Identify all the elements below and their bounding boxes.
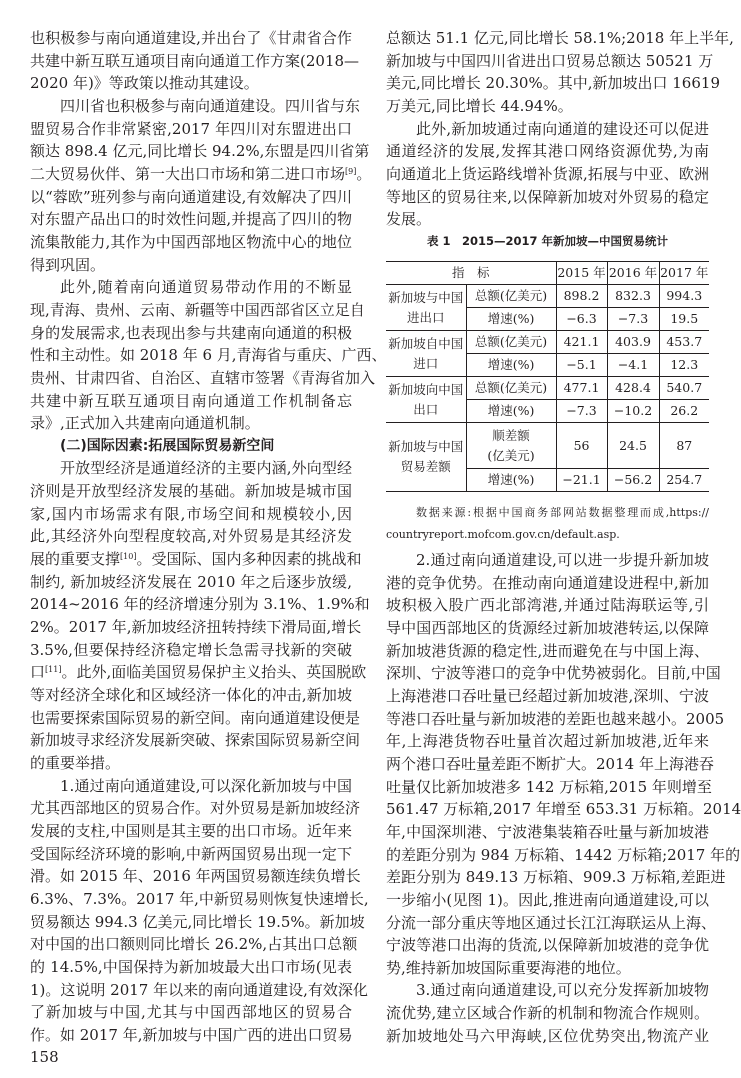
- text-line: 3.通过南向通道建设,可以充分发挥新加坡物: [416, 981, 709, 1000]
- table-source-note: [386, 502, 709, 546]
- header-year: 2017 年: [659, 262, 709, 285]
- text-line: [30, 548, 362, 571]
- row-label: 顺差额(亿美元): [466, 423, 556, 469]
- text-line: 两个港口吞吐量差距不断扩大。2014 年上海港吞: [386, 754, 714, 773]
- section-heading: (二)国际因素:拓展国际贸易新空间: [60, 437, 275, 454]
- text-line: 录》,正式加入共建南向通道机制。: [30, 414, 260, 433]
- text-line: 作。如 2017 年,新加坡与中国广西的进出口贸易: [30, 1025, 353, 1044]
- text-line: 2.通过南向通道建设,可以进一步提升新加坡: [416, 551, 709, 569]
- value-cell: 19.5: [659, 308, 709, 331]
- text-line: 通道经济的发展,发挥其港口网络资源优势,为南: [386, 142, 709, 161]
- table-header-row: [386, 262, 709, 285]
- text-line: 宁波等港口出海的货流,以保障新加坡港的竞争优: [386, 936, 709, 955]
- text-line: 2020 年)》等政策以推动其建设。: [30, 74, 259, 93]
- text-line: 万美元,同比增长 44.94%。: [386, 96, 573, 115]
- text-line: 也积极参与南向通道建设,并出台了《甘肃省合作: [30, 29, 352, 47]
- group-label: 新加坡向中国出口: [386, 377, 466, 423]
- text-line: 对中国的出口额则同比增长 26.2%,占其出口总额: [30, 935, 358, 954]
- text-line: 势,维持新加坡国际重要海港的地位。: [386, 958, 631, 977]
- text-line: 3.5%,但要保持经济稳定增长急需寻找新的突破: [30, 640, 352, 659]
- text-line: 年,中国深圳港、宁波港集装箱吞吐量与新加坡港: [386, 822, 709, 841]
- table-row: [386, 331, 709, 354]
- value-cell: −7.3: [556, 400, 607, 423]
- text-line: 2014~2016 年的经济增速分别为 3.1%、1.9%和: [30, 595, 370, 614]
- value-cell: 477.1: [556, 377, 607, 400]
- page-number: 158: [30, 1048, 59, 1066]
- text-line: 向通道北上货运路线增补货源,拓展与中亚、欧洲: [386, 164, 709, 183]
- value-cell: −7.3: [607, 308, 659, 331]
- text-line: 新加坡地处马六甲海峡,区位优势突出,物流产业: [386, 1026, 709, 1045]
- text-line: 此外,随着南向通道贸易带动作用的不断显: [60, 278, 352, 297]
- citation-ref: [9]: [345, 166, 357, 176]
- text-line: 滑。如 2015 年、2016 年两国贸易额连续负增长: [30, 867, 361, 886]
- value-cell: 87: [659, 423, 709, 469]
- text-line: 新加坡港货源的稳定性,进而避免在与中国上海、: [386, 641, 709, 660]
- row-label: 增速(%): [466, 354, 556, 377]
- text-line: 额达 898.4 亿元,同比增长 94.2%,东盟是四川省第: [30, 142, 370, 161]
- text-segment: 。此外,面临美国贸易保护主义抬头、英国脱欧: [61, 663, 367, 682]
- row-label: 增速(%): [466, 400, 556, 423]
- text-line: 对东盟产品出口的时效性问题,并提高了四川的物: [30, 210, 352, 229]
- value-cell: 24.5: [607, 423, 659, 469]
- text-line: 2%。2017 年,新加坡经济扭转持续下滑局面,增长: [30, 618, 362, 637]
- text-line: 6.3%、7.3%。2017 年,中新贸易则恢复快速增长,: [30, 889, 369, 908]
- value-cell: 12.3: [659, 354, 709, 377]
- text-line: 共建中新互联互通项目南向通道工作机制备忘: [30, 391, 352, 410]
- table-row: [386, 285, 709, 308]
- value-cell: 421.1: [556, 331, 607, 354]
- text-line: 1)。这说明 2017 年以来的南向通道建设,有效深化: [30, 980, 368, 999]
- text-line: 共建中新互联互通项目南向通道工作方案(2018—: [30, 51, 360, 70]
- text-segment: 。受国际、国内多种因素的挑战和: [136, 550, 362, 569]
- text-line: 性和主动性。如 2018 年 6 月,青海省与重庆、广西、: [30, 346, 387, 365]
- left-column: [30, 27, 387, 1047]
- trade-statistics-table: [386, 261, 709, 492]
- text-line: 的 14.5%,中国保持为新加坡最大出口市场(见表: [30, 957, 352, 976]
- text-line: 等港口吞吐量与新加坡港的差距也越来越小。2005: [386, 709, 725, 728]
- text-line: [30, 163, 372, 186]
- text-line: 了新加坡与中国,尤其与中国西部地区的贸易合: [30, 1003, 352, 1022]
- row-label: 总额(亿美元): [466, 331, 556, 354]
- text-segment: 。: [356, 164, 372, 183]
- value-cell: 832.3: [607, 285, 659, 308]
- text-line: 坡积极入股广西北部湾港,并通过陆海联运等,引: [386, 596, 709, 615]
- table-caption: 表 1 2015—2017 年新加坡—中国贸易统计: [426, 234, 669, 248]
- text-line: 561.47 万标箱,2017 年增至 653.31 万标箱。2014: [386, 800, 741, 819]
- value-cell: −56.2: [607, 469, 659, 492]
- text-line: 身的发展需求,也表现出参与共建南向通道的积极: [30, 323, 352, 342]
- text-line: 发展的支柱,中国则是其主要的出口市场。近年来: [30, 821, 352, 840]
- text-line: 等对经济全球化和区域经济一体化的冲击,新加坡: [30, 686, 352, 705]
- text-line: 的差距分别为 984 万标箱、1442 万标箱;2017 年的: [386, 845, 741, 864]
- text-line: 济则是开放型经济发展的基础。新加坡是城市国: [30, 482, 352, 501]
- text-line: 受国际经济环境的影响,中新两国贸易出现一定下: [30, 844, 352, 863]
- value-cell: 428.4: [607, 377, 659, 400]
- header-indicator: 指 标: [386, 262, 556, 285]
- text-line: 得到巩固。: [30, 255, 106, 274]
- text-line: [30, 661, 367, 684]
- table-row: [386, 423, 709, 469]
- value-cell: −21.1: [556, 469, 607, 492]
- right-column-bottom: [386, 549, 741, 1047]
- value-cell: 403.9: [607, 331, 659, 354]
- text-line: 导中国西部地区的货源经过新加坡港转运,以保障: [386, 618, 709, 637]
- text-line: 现,青海、贵州、云南、新疆等中国西部省区立足自: [30, 300, 365, 319]
- text-line: 分流一部分重庆等地区通过长江江海联运从上海、: [386, 913, 717, 932]
- value-cell: −4.1: [607, 354, 659, 377]
- right-column-top: [386, 27, 734, 231]
- value-cell: 453.7: [659, 331, 709, 354]
- text-line: 贸易额达 994.3 亿美元,同比增长 19.5%。新加坡: [30, 912, 365, 931]
- text-line: 上海港港口吞吐量已经超过新加坡港,深圳、宁波: [386, 686, 709, 705]
- text-line: 差距分别为 849.13 万标箱、909.3 万标箱,差距进: [386, 868, 726, 887]
- value-cell: 26.2: [659, 400, 709, 423]
- source-line: countryreport.mofcom.gov.cn/default.asp.: [386, 528, 620, 541]
- source-line: 数据来源:根据中国商务部网站数据整理而成,https://: [416, 506, 709, 519]
- text-line: 制约, 新加坡经济发展在 2010 年之后逐步放缓,: [30, 572, 352, 591]
- text-segment: 二大贸易伙伴、第一大出口市场和第二进口市场: [30, 164, 346, 183]
- text-line: 此外,新加坡通过南向通道的建设还可以促进: [416, 119, 709, 138]
- row-label: 总额(亿美元): [466, 285, 556, 308]
- text-line: 一步缩小(见图 1)。因此,推进南向通道建设,可以: [386, 890, 709, 909]
- text-line: 吐量仅比新加坡港多 142 万标箱,2015 年则增至: [386, 777, 712, 796]
- value-cell: 994.3: [659, 285, 709, 308]
- citation-ref: [11]: [45, 665, 62, 675]
- header-year: 2015 年: [556, 262, 607, 285]
- text-line: 新加坡与中国四川省进出口贸易总额达 50521 万: [386, 51, 714, 70]
- value-cell: 56: [556, 423, 607, 469]
- row-label: 总额(亿美元): [466, 377, 556, 400]
- value-cell: 898.2: [556, 285, 607, 308]
- row-label: 增速(%): [466, 469, 556, 492]
- text-segment: 口: [30, 663, 46, 682]
- text-line: 此,其经济外向型程度较高,对外贸易是其经济发: [30, 527, 352, 546]
- value-cell: −10.2: [607, 400, 659, 423]
- row-label: 增速(%): [466, 308, 556, 331]
- group-label: 新加坡与中国进出口: [386, 285, 466, 331]
- text-line: 等地区的贸易往来,以保障新加坡对外贸易的稳定: [386, 187, 709, 206]
- text-line: 的重要举措。: [30, 754, 121, 772]
- header-year: 2016 年: [607, 262, 659, 285]
- value-cell: 540.7: [659, 377, 709, 400]
- text-line: 新加坡寻求经济发展新突破、探索国际贸易新空间: [30, 731, 361, 750]
- text-line: 流优势,建立区域合作新的机制和物流合作规则。: [386, 1004, 709, 1023]
- text-line: 发展。: [386, 210, 432, 229]
- value-cell: 254.7: [659, 469, 709, 492]
- text-line: 尤其西部地区的贸易合作。对外贸易是新加坡经济: [30, 799, 361, 818]
- text-segment: 展的重要支撑: [30, 550, 121, 569]
- text-line: 港的竞争优势。在推动南向通道建设进程中,新加: [386, 573, 709, 592]
- citation-ref: [10]: [120, 552, 137, 562]
- text-line: 流集散能力,其作为中国西部地区物流中心的地位: [30, 232, 352, 251]
- text-line: 1.通过南向通道建设,可以深化新加坡与中国: [60, 776, 352, 795]
- text-line: 盟贸易合作非常紧密,2017 年四川对东盟进出口: [30, 119, 352, 138]
- text-line: 以“蓉欧”班列参与南向通道建设,有效解决了四川: [30, 187, 352, 206]
- value-cell: −6.3: [556, 308, 607, 331]
- value-cell: −5.1: [556, 354, 607, 377]
- table-row: [386, 377, 709, 400]
- text-line: 深圳、宁波等港口的竞争中优势被弱化。目前,中国: [386, 664, 721, 683]
- group-label: 新加坡自中国进口: [386, 331, 466, 377]
- text-line: 贵州、甘肃四省、自治区、直辖市签署《青海省加入: [30, 368, 376, 387]
- text-line: 四川省也积极参与南向通道建设。四川省与东: [60, 96, 361, 115]
- text-line: 也需要探索国际贸易的新空间。南向通道建设便是: [30, 708, 361, 727]
- text-line: 家,国内市场需求有限,市场空间和规模较小,因: [30, 504, 352, 523]
- group-label: 新加坡与中国贸易差额: [386, 423, 466, 492]
- text-line: 年,上海港货物吞吐量首次超过新加坡港,近年来: [386, 732, 709, 751]
- text-line: 美元,同比增长 20.30%。其中,新加坡出口 16619: [386, 74, 720, 93]
- text-line: 总额达 51.1 亿元,同比增长 58.1%;2018 年上半年,: [386, 29, 734, 47]
- text-line: 开放型经济是通道经济的主要内涵,外向型经: [60, 459, 352, 478]
